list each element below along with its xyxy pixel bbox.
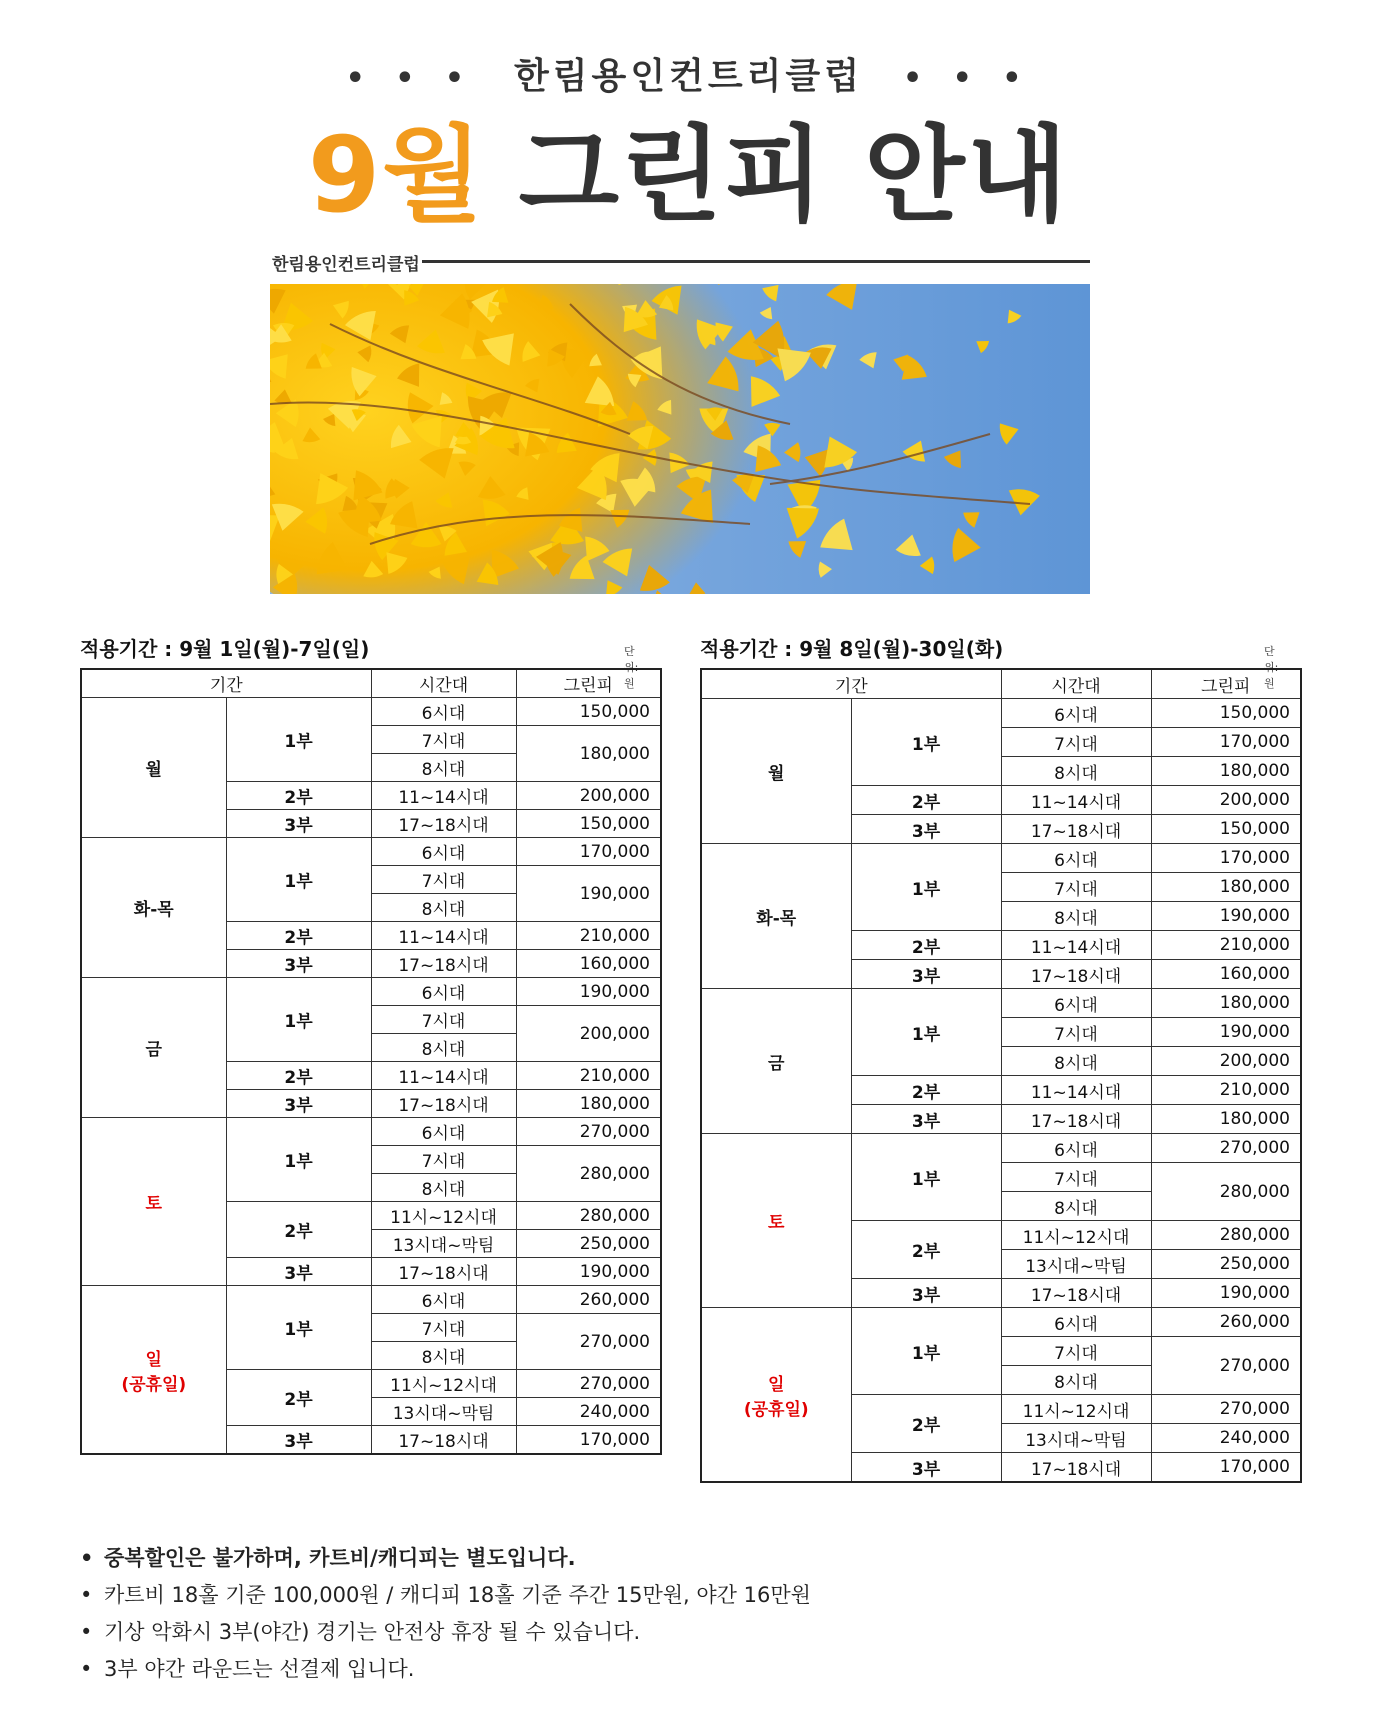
title-month: 9월 xyxy=(307,114,485,236)
time-slot: 13시대~막팀 xyxy=(371,1398,516,1426)
table-row xyxy=(81,978,661,1006)
part-label: 3부 xyxy=(851,960,1001,989)
time-slot: 7시대 xyxy=(371,1146,516,1174)
time-slot: 11~14시대 xyxy=(371,782,516,810)
time-slot: 6시대 xyxy=(1001,989,1151,1018)
dots-left: • • • xyxy=(345,61,474,96)
time-slot: 17~18시대 xyxy=(1001,960,1151,989)
table-row xyxy=(701,844,1301,873)
time-slot: 11시~12시대 xyxy=(371,1202,516,1230)
time-slot: 7시대 xyxy=(371,1006,516,1034)
time-slot: 6시대 xyxy=(371,698,516,726)
note-item xyxy=(80,1614,811,1651)
time-slot: 8시대 xyxy=(371,894,516,922)
day-label: 월 xyxy=(701,699,851,844)
part-label: 3부 xyxy=(226,1258,371,1286)
notes-list xyxy=(80,1540,811,1688)
time-slot: 7시대 xyxy=(1001,1163,1151,1192)
green-fee: 190,000 xyxy=(1151,1279,1301,1308)
period-label: 적용기간 : 9월 1일(월)-7일(일) xyxy=(80,637,370,661)
sub-club-name: 한림용인컨트리클럽 xyxy=(272,255,420,275)
time-slot: 7시대 xyxy=(371,866,516,894)
part-label: 1부 xyxy=(226,978,371,1062)
time-slot: 11시~12시대 xyxy=(1001,1395,1151,1424)
green-fee: 170,000 xyxy=(1151,728,1301,757)
bullet-icon: • xyxy=(80,1546,94,1570)
green-fee: 280,000 xyxy=(1151,1221,1301,1250)
part-label: 2부 xyxy=(226,782,371,810)
green-fee: 210,000 xyxy=(1151,931,1301,960)
green-fee: 170,000 xyxy=(1151,844,1301,873)
green-fee: 150,000 xyxy=(516,810,661,838)
time-slot: 8시대 xyxy=(1001,757,1151,786)
ginkgo-photo xyxy=(270,284,1090,594)
part-label: 1부 xyxy=(851,699,1001,786)
green-fee: 270,000 xyxy=(1151,1134,1301,1163)
time-slot: 8시대 xyxy=(1001,902,1151,931)
time-slot: 8시대 xyxy=(371,1174,516,1202)
table-row xyxy=(81,838,661,866)
time-slot: 6시대 xyxy=(1001,1308,1151,1337)
green-fee: 180,000 xyxy=(516,726,661,782)
note-item xyxy=(80,1540,811,1577)
green-fee: 180,000 xyxy=(1151,989,1301,1018)
table-header-row xyxy=(701,669,1301,699)
day-label: 금 xyxy=(701,989,851,1134)
part-label: 3부 xyxy=(226,1090,371,1118)
green-fee: 210,000 xyxy=(1151,1076,1301,1105)
unit-label: 단위:원 xyxy=(624,645,639,690)
green-fee: 240,000 xyxy=(1151,1424,1301,1453)
green-fee: 190,000 xyxy=(516,978,661,1006)
table-row xyxy=(701,1134,1301,1163)
part-label: 3부 xyxy=(851,815,1001,844)
day-label: 토 xyxy=(81,1118,226,1286)
green-fee: 170,000 xyxy=(516,838,661,866)
time-slot: 6시대 xyxy=(1001,699,1151,728)
time-slot: 13시대~막팀 xyxy=(371,1230,516,1258)
time-slot: 6시대 xyxy=(1001,1134,1151,1163)
green-fee: 250,000 xyxy=(1151,1250,1301,1279)
part-label: 3부 xyxy=(226,950,371,978)
note-item xyxy=(80,1577,811,1614)
part-label: 2부 xyxy=(226,922,371,950)
green-fee: 270,000 xyxy=(1151,1395,1301,1424)
green-fee: 270,000 xyxy=(516,1118,661,1146)
time-slot: 7시대 xyxy=(1001,1018,1151,1047)
part-label: 2부 xyxy=(851,1221,1001,1279)
time-slot: 6시대 xyxy=(371,1118,516,1146)
green-fee: 160,000 xyxy=(1151,960,1301,989)
header-fee: 그린피 xyxy=(516,669,661,698)
time-slot: 17~18시대 xyxy=(371,1090,516,1118)
green-fee: 180,000 xyxy=(1151,1105,1301,1134)
part-label: 2부 xyxy=(851,786,1001,815)
day-label: 금 xyxy=(81,978,226,1118)
green-fee: 270,000 xyxy=(516,1314,661,1370)
table-row xyxy=(81,698,661,726)
green-fee: 190,000 xyxy=(516,866,661,922)
time-slot: 7시대 xyxy=(371,1314,516,1342)
title-rest: 그린피 안내 xyxy=(518,114,1070,236)
bullet-icon: • xyxy=(80,1620,93,1644)
part-label: 1부 xyxy=(226,1118,371,1202)
note-text: 3부 야간 라운드는 선결제 입니다. xyxy=(104,1657,415,1681)
note-text: 카트비 18홀 기준 100,000원 / 캐디피 18홀 기준 주간 15만원, 야간 16만원 xyxy=(104,1583,811,1607)
unit-label: 단위:원 xyxy=(1264,645,1279,690)
table-row xyxy=(81,1118,661,1146)
day-label: 토 xyxy=(701,1134,851,1308)
day-label: 일 (공휴일) xyxy=(81,1286,226,1455)
day-label: 일 (공휴일) xyxy=(701,1308,851,1483)
day-label: 화-목 xyxy=(81,838,226,978)
time-slot: 11~14시대 xyxy=(371,1062,516,1090)
time-slot: 11~14시대 xyxy=(371,922,516,950)
green-fee: 250,000 xyxy=(516,1230,661,1258)
part-label: 3부 xyxy=(851,1105,1001,1134)
time-slot: 17~18시대 xyxy=(1001,815,1151,844)
time-slot: 8시대 xyxy=(371,1342,516,1370)
time-slot: 7시대 xyxy=(1001,873,1151,902)
table-row xyxy=(701,1308,1301,1337)
time-slot: 7시대 xyxy=(371,726,516,754)
part-label: 1부 xyxy=(851,1134,1001,1221)
note-text: 기상 악화시 3부(야간) 경기는 안전상 휴장 될 수 있습니다. xyxy=(104,1620,641,1644)
time-slot: 17~18시대 xyxy=(371,1426,516,1455)
time-slot: 17~18시대 xyxy=(371,950,516,978)
time-slot: 8시대 xyxy=(371,1034,516,1062)
green-fee: 190,000 xyxy=(516,1258,661,1286)
green-fee: 280,000 xyxy=(1151,1163,1301,1221)
part-label: 1부 xyxy=(226,698,371,782)
time-slot: 7시대 xyxy=(1001,728,1151,757)
period-label: 적용기간 : 9월 8일(월)-30일(화) xyxy=(700,637,1004,661)
green-fee: 280,000 xyxy=(516,1202,661,1230)
green-fee: 200,000 xyxy=(516,782,661,810)
time-slot: 6시대 xyxy=(1001,844,1151,873)
green-fee: 170,000 xyxy=(516,1426,661,1455)
time-slot: 11시~12시대 xyxy=(1001,1221,1151,1250)
part-label: 2부 xyxy=(226,1202,371,1258)
header-period: 기간 xyxy=(701,669,1001,699)
header-time: 시간대 xyxy=(371,669,516,698)
time-slot: 17~18시대 xyxy=(371,1258,516,1286)
time-slot: 8시대 xyxy=(1001,1366,1151,1395)
part-label: 2부 xyxy=(851,1395,1001,1453)
top-title xyxy=(0,48,1377,99)
part-label: 2부 xyxy=(851,931,1001,960)
part-label: 2부 xyxy=(226,1062,371,1090)
green-fee: 200,000 xyxy=(516,1006,661,1062)
part-label: 1부 xyxy=(851,844,1001,931)
part-label: 3부 xyxy=(851,1279,1001,1308)
green-fee: 270,000 xyxy=(516,1370,661,1398)
green-fee: 180,000 xyxy=(1151,873,1301,902)
header-period: 기간 xyxy=(81,669,371,698)
green-fee: 190,000 xyxy=(1151,1018,1301,1047)
header-time: 시간대 xyxy=(1001,669,1151,699)
green-fee: 160,000 xyxy=(516,950,661,978)
green-fee: 240,000 xyxy=(516,1398,661,1426)
time-slot: 6시대 xyxy=(371,838,516,866)
time-slot: 11~14시대 xyxy=(1001,1076,1151,1105)
divider xyxy=(422,260,1090,263)
time-slot: 17~18시대 xyxy=(1001,1105,1151,1134)
time-slot: 13시대~막팀 xyxy=(1001,1424,1151,1453)
table-row xyxy=(701,989,1301,1018)
day-label: 월 xyxy=(81,698,226,838)
part-label: 1부 xyxy=(851,989,1001,1076)
green-fee: 180,000 xyxy=(1151,757,1301,786)
part-label: 1부 xyxy=(226,838,371,922)
header-fee: 그린피 xyxy=(1151,669,1301,699)
part-label: 3부 xyxy=(226,1426,371,1455)
green-fee: 190,000 xyxy=(1151,902,1301,931)
time-slot: 11시~12시대 xyxy=(371,1370,516,1398)
time-slot: 6시대 xyxy=(371,978,516,1006)
fee-table xyxy=(80,668,662,1455)
table-row xyxy=(701,699,1301,728)
time-slot: 13시대~막팀 xyxy=(1001,1250,1151,1279)
page-title xyxy=(0,114,1377,236)
part-label: 3부 xyxy=(851,1453,1001,1483)
green-fee: 280,000 xyxy=(516,1146,661,1202)
bullet-icon: • xyxy=(80,1583,93,1607)
green-fee: 150,000 xyxy=(516,698,661,726)
fee-table xyxy=(700,668,1302,1483)
green-fee: 270,000 xyxy=(1151,1337,1301,1395)
part-label: 1부 xyxy=(851,1308,1001,1395)
green-fee: 200,000 xyxy=(1151,786,1301,815)
note-text: 중복할인은 불가하며, 카트비/캐디피는 별도입니다. xyxy=(104,1546,576,1570)
time-slot: 8시대 xyxy=(1001,1192,1151,1221)
green-fee: 150,000 xyxy=(1151,699,1301,728)
time-slot: 11~14시대 xyxy=(1001,931,1151,960)
time-slot: 6시대 xyxy=(371,1286,516,1314)
dots-right: • • • xyxy=(902,61,1032,96)
green-fee: 200,000 xyxy=(1151,1047,1301,1076)
green-fee: 170,000 xyxy=(1151,1453,1301,1483)
ginkgo-photo-art xyxy=(270,284,1090,594)
part-label: 1부 xyxy=(226,1286,371,1370)
green-fee: 210,000 xyxy=(516,922,661,950)
table-row xyxy=(81,1286,661,1314)
club-name: 한림용인컨트리클럽 xyxy=(514,56,863,97)
green-fee: 180,000 xyxy=(516,1090,661,1118)
green-fee: 210,000 xyxy=(516,1062,661,1090)
time-slot: 8시대 xyxy=(371,754,516,782)
time-slot: 11~14시대 xyxy=(1001,786,1151,815)
green-fee: 260,000 xyxy=(516,1286,661,1314)
green-fee: 260,000 xyxy=(1151,1308,1301,1337)
bullet-icon: • xyxy=(80,1657,93,1681)
time-slot: 8시대 xyxy=(1001,1047,1151,1076)
time-slot: 17~18시대 xyxy=(371,810,516,838)
part-label: 2부 xyxy=(226,1370,371,1426)
time-slot: 17~18시대 xyxy=(1001,1453,1151,1483)
time-slot: 7시대 xyxy=(1001,1337,1151,1366)
green-fee: 150,000 xyxy=(1151,815,1301,844)
part-label: 2부 xyxy=(851,1076,1001,1105)
time-slot: 17~18시대 xyxy=(1001,1279,1151,1308)
table-header-row xyxy=(81,669,661,698)
part-label: 3부 xyxy=(226,810,371,838)
note-item xyxy=(80,1651,811,1688)
day-label: 화-목 xyxy=(701,844,851,989)
